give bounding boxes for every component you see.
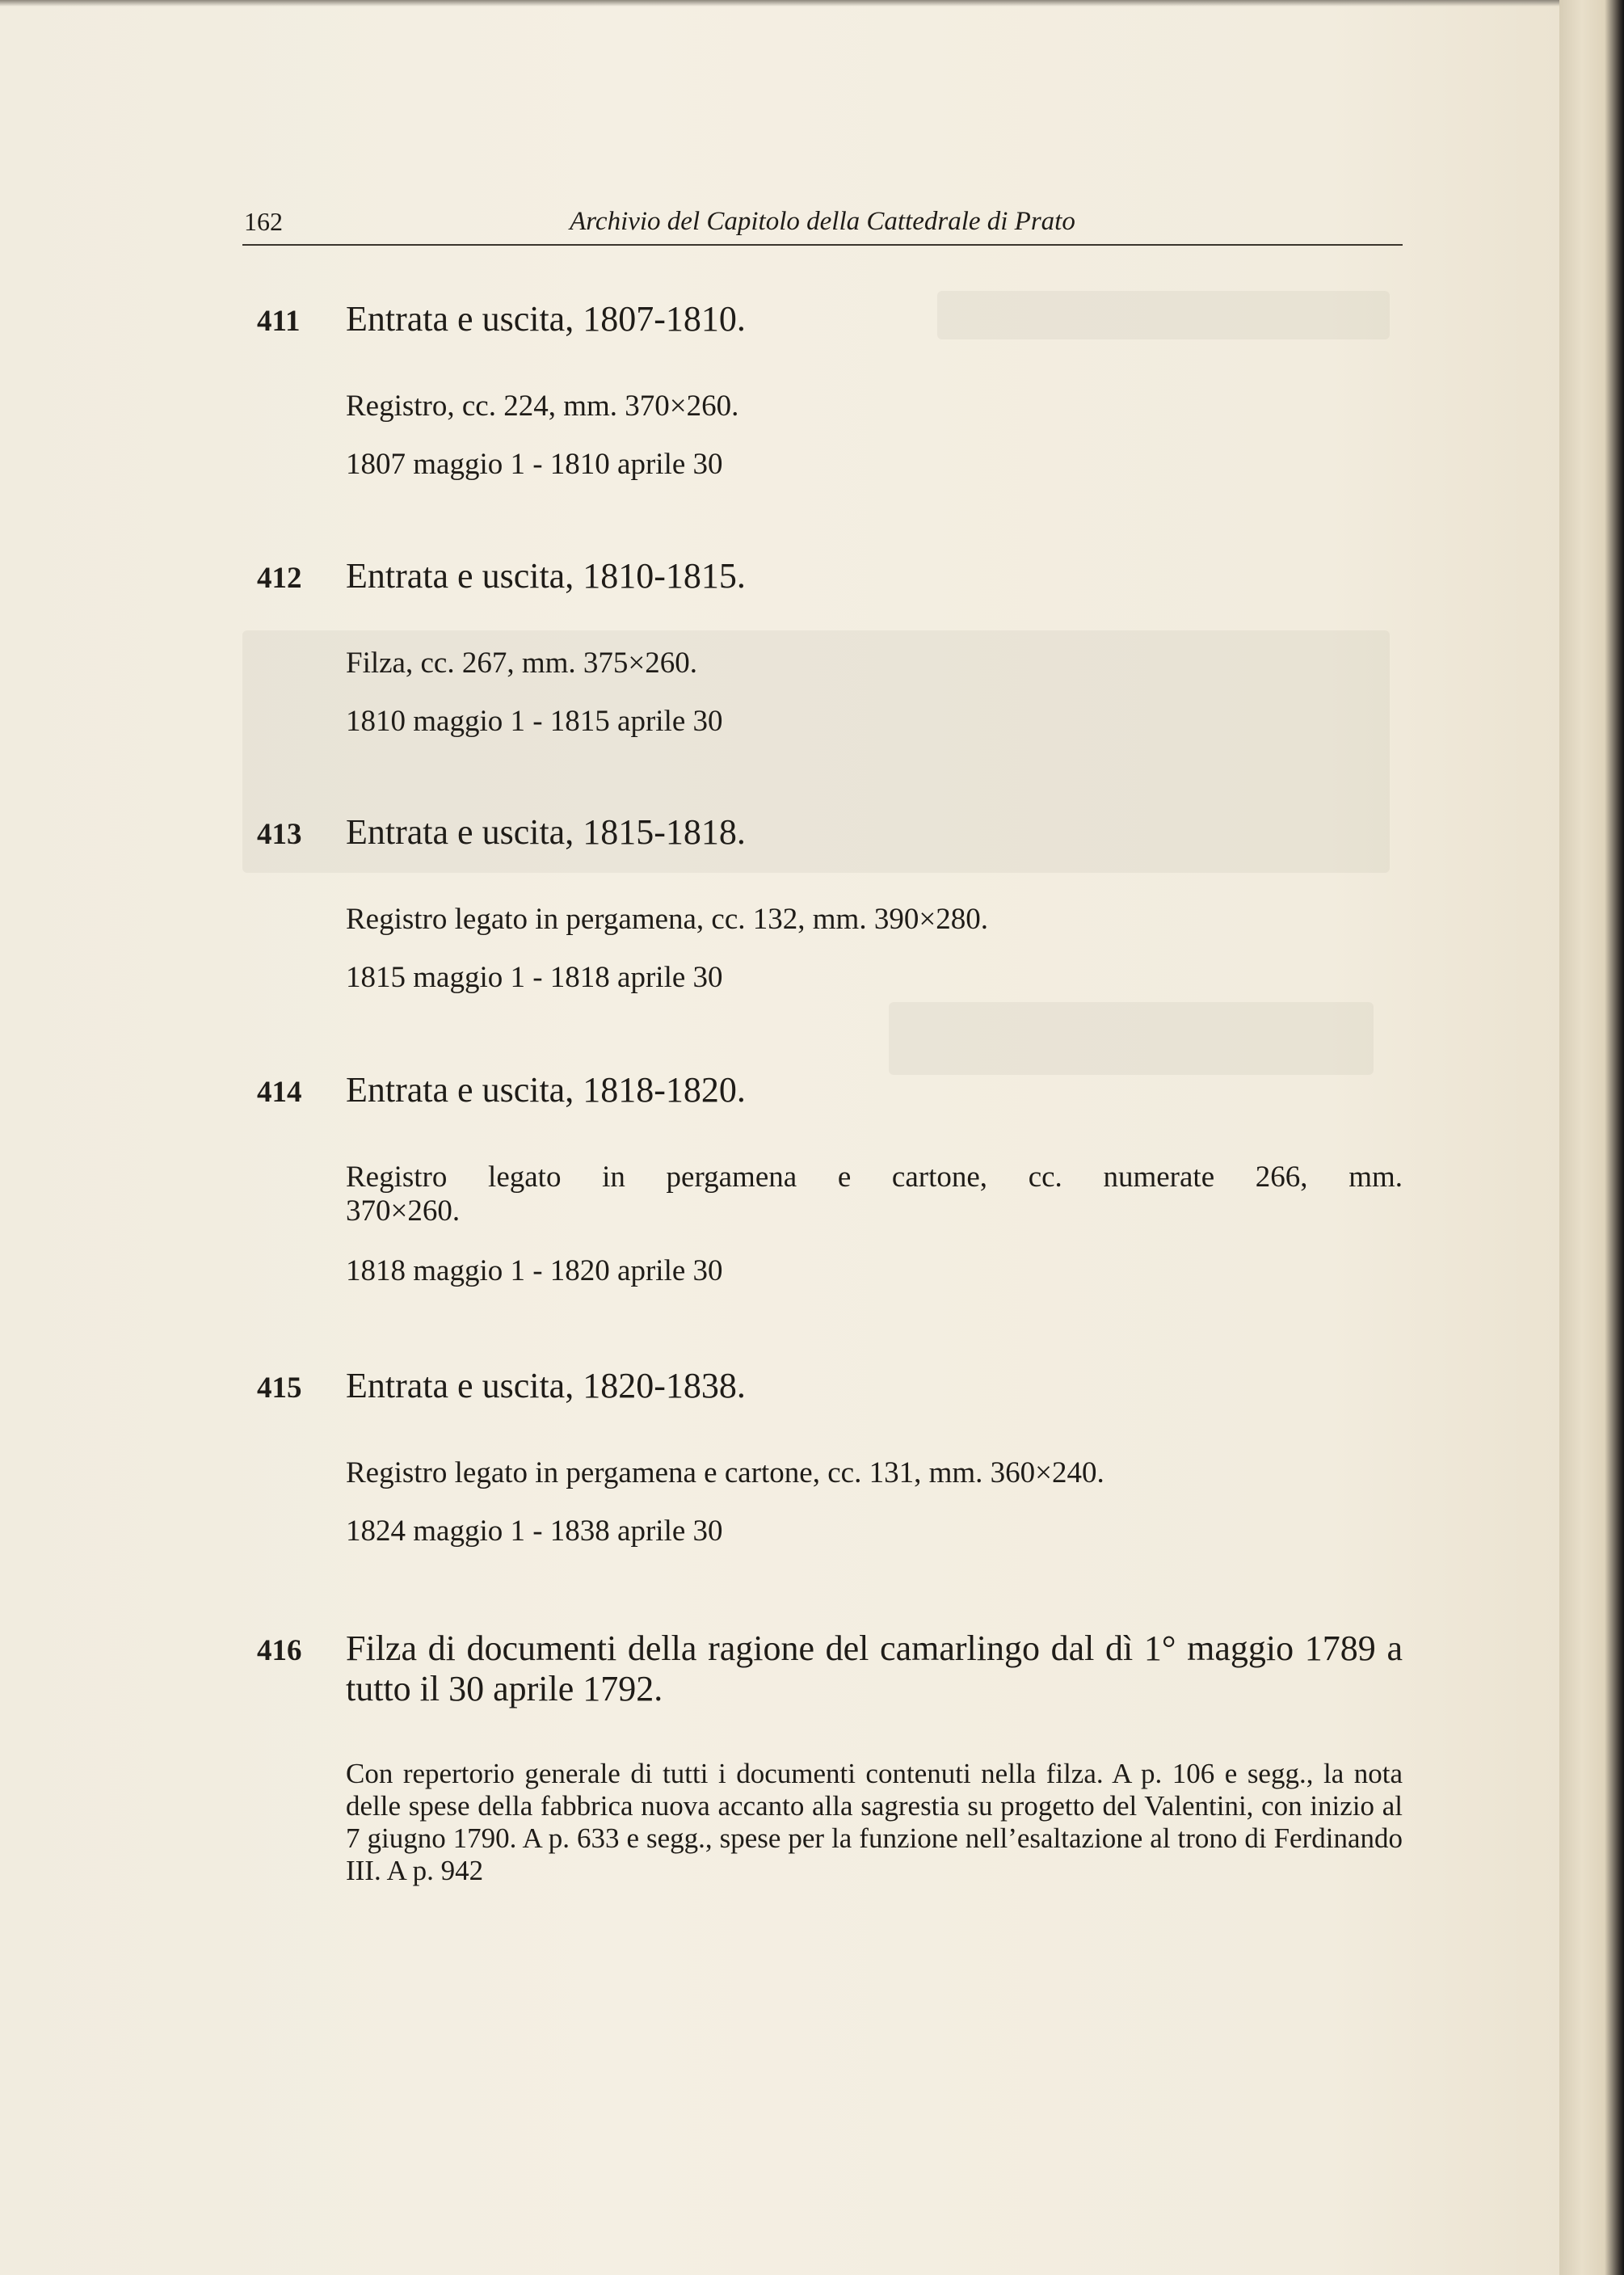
entry-note: Con repertorio generale di tutti i documenti contenuti nella filza. A p. 106 e segg., la nota delle spese della fabbrica nuova accanto alla sagrestia su progetto del Valentini, con inizio al 7 giugno 1790. A p. 633 e segg., spese per la funzione nell’esaltazione al trono di Ferdinando III. A p. 942 bbox=[346, 1758, 1403, 1886]
bleed-through-texture bbox=[889, 1002, 1374, 1075]
scan-top-shadow bbox=[0, 0, 1559, 6]
running-title: Archivio del Capitolo della Cattedrale di Prato bbox=[570, 207, 1075, 236]
entry-dates: 1807 maggio 1 - 1810 aprile 30 bbox=[346, 448, 723, 481]
entry-title: Filza di documenti della ragione del camarlingo dal dì 1° maggio 1789 a tutto il 30 aprile 1792. bbox=[346, 1628, 1403, 1708]
entry-number: 416 bbox=[257, 1634, 302, 1667]
entry-description: Filza, cc. 267, mm. 375×260. bbox=[346, 647, 698, 680]
running-header bbox=[242, 204, 1403, 246]
entry-title: Entrata e uscita, 1815-1818. bbox=[346, 812, 746, 852]
entry-number: 415 bbox=[257, 1371, 302, 1405]
entry-title: Entrata e uscita, 1810-1815. bbox=[346, 556, 746, 596]
page-edge-shadow bbox=[1559, 0, 1624, 2275]
entry-description: Registro legato in pergamena, cc. 132, mm. 390×280. bbox=[346, 903, 988, 936]
entry-dates: 1810 maggio 1 - 1815 aprile 30 bbox=[346, 705, 723, 738]
entry-description: Registro legato in pergamena e cartone, cc. 131, mm. 360×240. bbox=[346, 1456, 1104, 1489]
page-number: 162 bbox=[244, 207, 283, 236]
entry-number: 412 bbox=[257, 562, 302, 595]
entry-number: 413 bbox=[257, 818, 302, 851]
entry-description: Registro legato in pergamena e cartone, cc. numerate 266, mm. 370×260. bbox=[346, 1161, 1403, 1228]
entry-dates: 1824 maggio 1 - 1838 aprile 30 bbox=[346, 1515, 723, 1548]
entry-title: Entrata e uscita, 1820-1838. bbox=[346, 1366, 746, 1405]
entry-title: Entrata e uscita, 1818-1820. bbox=[346, 1070, 746, 1110]
entry-dates: 1815 maggio 1 - 1818 aprile 30 bbox=[346, 961, 723, 994]
entry-number: 414 bbox=[257, 1076, 302, 1109]
entry-description: Registro, cc. 224, mm. 370×260. bbox=[346, 390, 739, 423]
entry-number: 411 bbox=[257, 305, 301, 338]
entry-dates: 1818 maggio 1 - 1820 aprile 30 bbox=[346, 1254, 723, 1287]
entry-title: Entrata e uscita, 1807-1810. bbox=[346, 299, 746, 339]
